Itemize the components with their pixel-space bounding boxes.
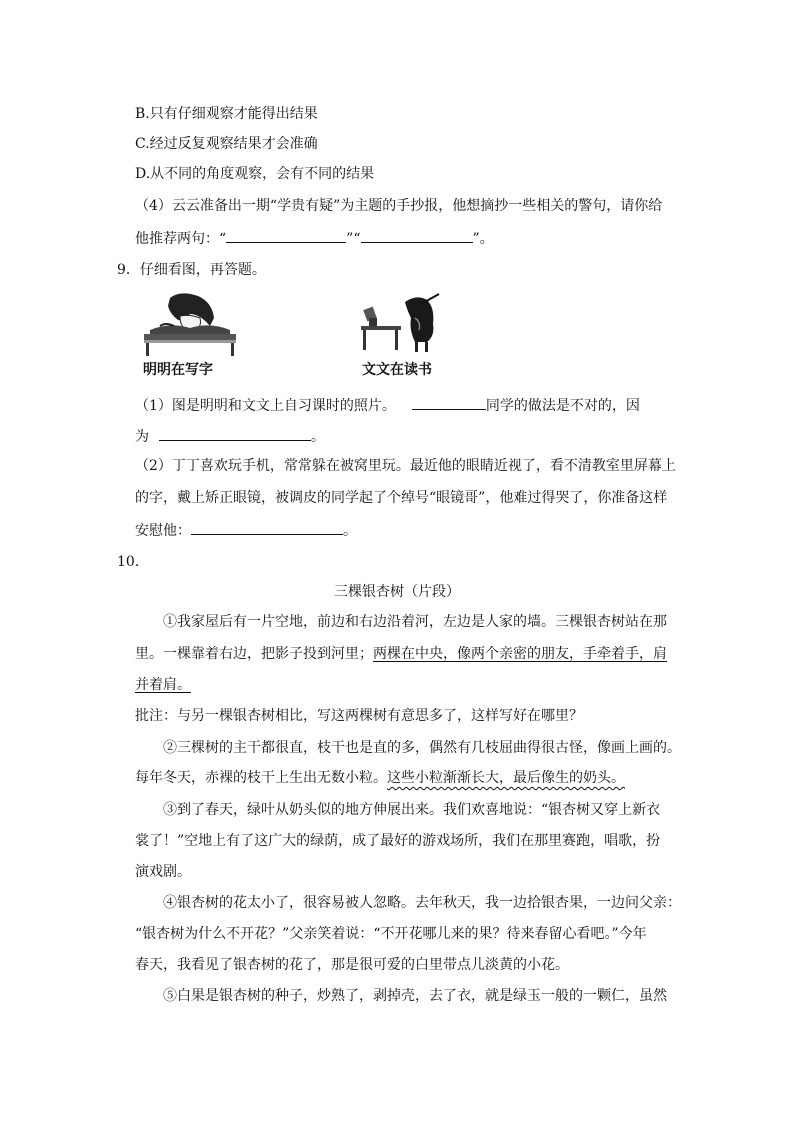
q9-sub1-text-a: （1）图是明明和文文上自习课时的照片。 [135,398,396,414]
p2-line1: ②三棵树的主干都很直，枝干也是直的多，偶然有几枝屈曲得很古怪，像画上画的。 [163,740,681,756]
q8-sub4-line2 [135,228,494,249]
p4-line2: “银杏树为什么不开花？”父亲笑着说：“不开花哪儿来的果？待来春留心看吧。”今年 [135,926,647,942]
option-c: C.经过反复观察结果才会准确 [135,136,318,152]
q8-sub4-text-a: 他推荐两句：“ [135,231,227,247]
p4-line3: 春天，我看见了银杏树的花了，那是很可爱的白里带点儿淡黄的小花。 [135,957,569,973]
answer-blank-3[interactable] [412,395,486,410]
q8-sub4-text-c: ”。 [472,231,494,247]
p1-underlined-1: 两棵在中央，像两个亲密的朋友，手牵着手，肩 [373,646,667,662]
answer-blank-1[interactable] [226,228,346,243]
answer-blank-2[interactable] [361,228,473,243]
reading-student-illustration [355,290,451,356]
q9-sub1-line1 [135,395,640,416]
writing-student-illustration [140,292,240,358]
option-d: D.从不同的角度观察，会有不同的结果 [135,166,375,182]
q9-title: 9．仔细看图，再答题。 [117,262,266,278]
caption-left: 明明在写字 [143,362,213,378]
q9-sub1-text-b: 同学的做法是不对的，因 [485,398,640,414]
q10-number: 10． [117,554,149,570]
p1-line3 [135,675,191,695]
p1-underlined-2: 并着肩。 [135,677,191,693]
q9-sub2-line3 [135,520,357,541]
q9-sub1-text-d: 。 [311,429,325,445]
q9-sub2-line2: 的字，戴上矫正眼镜，被调皮的同学起了个绰号“眼镜哥”，他难过得哭了，你准备这样 [135,490,668,506]
answer-blank-5[interactable] [191,520,343,535]
passage-title: 三棵银杏树（片段） [334,584,460,600]
q8-sub4-line1: （4）云云准备出一期“学贵有疑”为主题的手抄报，他想摘抄一些相关的警句，请你给 [135,198,663,214]
q9-sub2-line1: （2）丁丁喜欢玩手机，常常躲在被窝里玩。最近他的眼睛近视了，看不清教室里屏幕上 [135,458,676,474]
p4-line1: ④银杏树的花太小了，很容易被人忽略。去年秋天，我一边拾银杏果，一边问父亲： [163,895,681,911]
caption-right: 文文在读书 [362,362,432,378]
p1-line2 [135,644,667,664]
p3-line3: 演戏剧。 [135,864,191,880]
answer-blank-4[interactable] [159,426,311,441]
p2-wavy-underlined: 这些小粒渐渐长大，最后像生的奶头。 [387,770,625,786]
p2-text: 每年冬天，赤裸的枝干上生出无数小粒。 [135,770,387,786]
p3-line2: 裳了！”空地上有了这广大的绿荫，成了最好的游戏场所，我们在那里赛跑，唱歌，扮 [135,833,661,849]
q9-sub2-text-b: 。 [343,523,357,539]
p1-line1: ①我家屋后有一片空地，前边和右边沿着河，左边是人家的墙。三棵银杏树站在那 [163,614,667,630]
p5-line1: ⑤白果是银杏树的种子，炒熟了，剥掉壳，去了衣，就是绿玉一般的一颗仁，虽然 [163,988,667,1004]
p3-line1: ③到了春天，绿叶从奶头似的地方伸展出来。我们欢喜地说：“银杏树又穿上新衣 [163,802,661,818]
annotation-note: 批注：与另一棵银杏树相比，写这两棵树有意思多了，这样写好在哪里？ [135,708,583,724]
q9-sub2-text-a: 安慰他： [135,523,191,539]
q9-sub1-text-c: 为 [135,429,149,445]
q9-sub1-line2 [135,426,325,447]
q8-sub4-text-b: ”“ [346,231,361,247]
p1-text: 里。一棵靠着右边，把影子投到河里； [135,646,373,662]
p2-line2 [135,768,625,788]
option-b: B.只有仔细观察才能得出结果 [135,106,318,122]
